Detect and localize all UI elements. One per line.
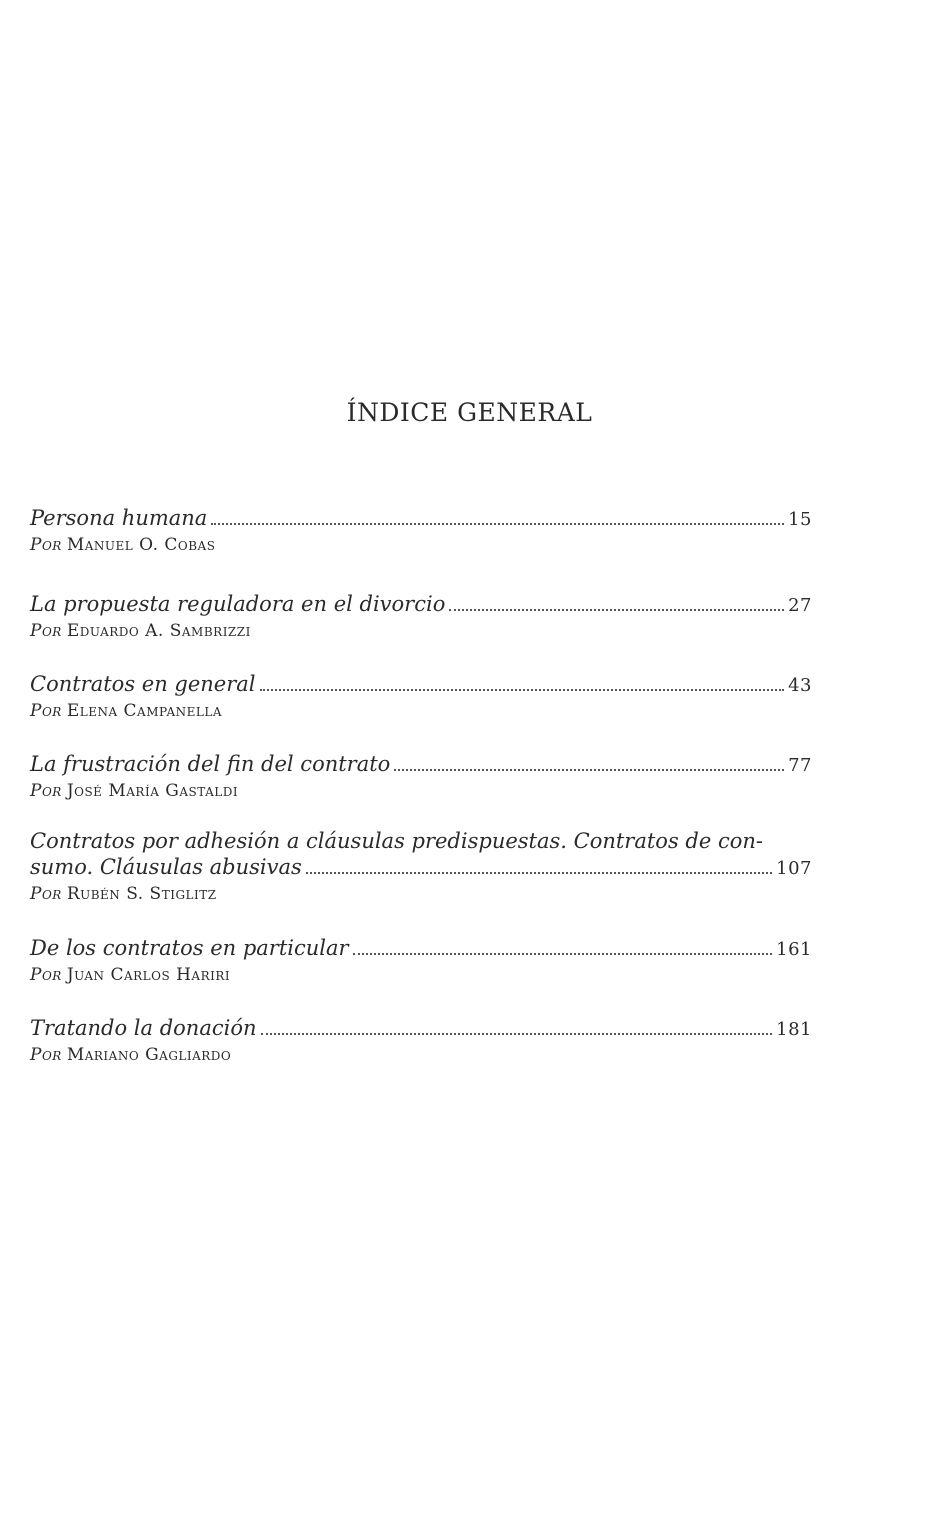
author-prefix: Por bbox=[30, 701, 62, 721]
toc-entry-author: José María Gastaldi bbox=[66, 781, 239, 801]
toc-entry-page: 43 bbox=[788, 675, 812, 696]
toc-entry-title: Tratando la donación bbox=[30, 1016, 257, 1040]
author-prefix: Por bbox=[30, 535, 62, 555]
toc-entry bbox=[30, 1015, 812, 1067]
toc-entry-title-line bbox=[30, 671, 812, 699]
toc-entry-title-first-line: Contratos por adhesión a cláusulas predispuestas. Contratos de con- bbox=[30, 829, 763, 853]
toc-entry-page: 27 bbox=[788, 595, 812, 616]
toc-entry-title-line bbox=[30, 591, 812, 619]
author-prefix: Por bbox=[30, 1045, 62, 1065]
dot-leader bbox=[260, 689, 785, 691]
toc-entry-title-line bbox=[30, 854, 812, 882]
toc-entry bbox=[30, 671, 812, 723]
toc-entry bbox=[30, 591, 812, 643]
dot-leader bbox=[394, 769, 784, 771]
toc-entry-author-line bbox=[30, 699, 812, 723]
toc-entry bbox=[30, 505, 812, 557]
toc-entry-page: 15 bbox=[788, 509, 812, 530]
author-prefix: Por bbox=[30, 781, 62, 801]
toc-entry-title-line bbox=[30, 751, 812, 779]
toc-entry-page: 77 bbox=[788, 755, 812, 776]
toc-entry-title-line bbox=[30, 935, 812, 963]
toc-entry-page: 107 bbox=[776, 858, 812, 879]
toc-entry-title: Contratos en general bbox=[30, 672, 256, 696]
toc-entry-author-line bbox=[30, 882, 812, 906]
toc-entry-author: Eduardo A. Sambrizzi bbox=[66, 621, 251, 641]
toc-entry-author-line bbox=[30, 619, 812, 643]
dot-leader bbox=[211, 523, 784, 525]
toc-entry-title: sumo. Cláusulas abusivas bbox=[30, 855, 302, 879]
author-prefix: Por bbox=[30, 965, 62, 985]
toc-entry-author: Manuel O. Cobas bbox=[66, 535, 216, 555]
toc-entry-title: Persona humana bbox=[30, 506, 208, 530]
dot-leader bbox=[306, 872, 772, 874]
toc-entry-page: 161 bbox=[776, 939, 812, 960]
page-title: ÍNDICE GENERAL bbox=[346, 398, 593, 427]
toc-entry-title: La propuesta reguladora en el divorcio bbox=[30, 592, 446, 616]
toc-entry bbox=[30, 751, 812, 803]
toc-entry-page: 181 bbox=[776, 1019, 812, 1040]
dot-leader bbox=[261, 1033, 773, 1035]
toc-entry-title: De los contratos en particular bbox=[30, 936, 349, 960]
toc-entry-author: Elena Campanella bbox=[66, 701, 222, 721]
toc-entry-title: La frustración del fin del contrato bbox=[30, 752, 391, 776]
author-prefix: Por bbox=[30, 621, 62, 641]
toc-entry-title-line bbox=[30, 505, 812, 533]
dot-leader bbox=[353, 953, 773, 955]
dot-leader bbox=[449, 609, 784, 611]
toc-entry-author-line bbox=[30, 963, 812, 987]
toc-entry-author: Juan Carlos Hariri bbox=[66, 965, 231, 985]
author-prefix: Por bbox=[30, 884, 62, 904]
toc-entry-author: Rubén S. Stiglitz bbox=[66, 884, 217, 904]
toc-entry-author-line bbox=[30, 779, 812, 803]
toc-entry-author-line bbox=[30, 533, 812, 557]
toc-entry-title-line bbox=[30, 1015, 812, 1043]
toc-entry-author: Mariano Gagliardo bbox=[66, 1045, 232, 1065]
toc-entry bbox=[30, 935, 812, 987]
toc-entry-author-line bbox=[30, 1043, 812, 1067]
toc-entry bbox=[30, 828, 812, 906]
